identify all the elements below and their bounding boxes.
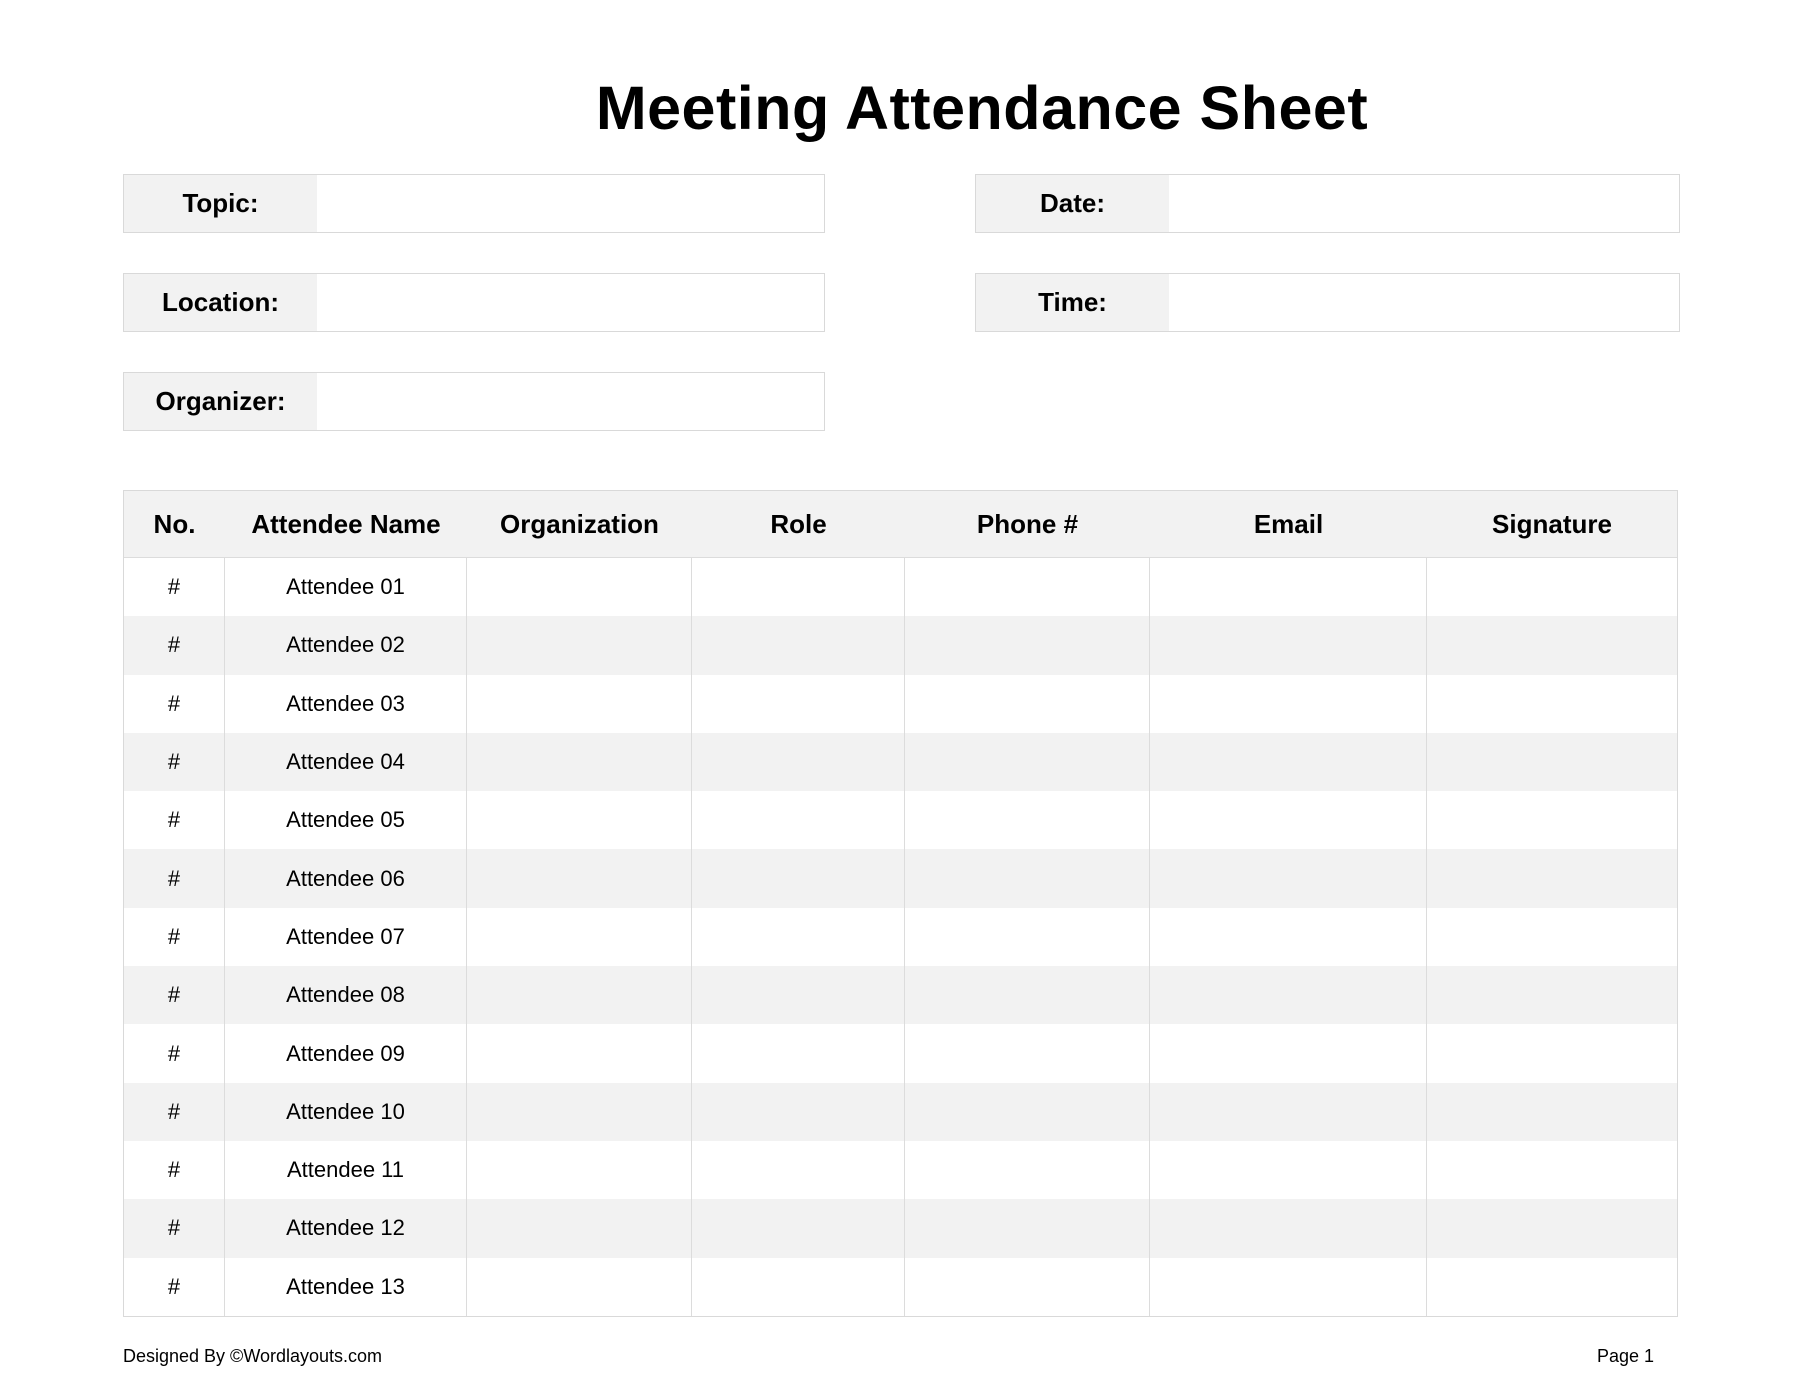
cell-email[interactable] (1150, 908, 1427, 966)
cell-attendee-name: Attendee 10 (225, 1083, 467, 1141)
cell-email[interactable] (1150, 1083, 1427, 1141)
cell-phone[interactable] (905, 791, 1150, 849)
location-label: Location: (124, 274, 317, 331)
cell-email[interactable] (1150, 1258, 1427, 1316)
cell-attendee-name: Attendee 04 (225, 733, 467, 791)
cell-signature[interactable] (1427, 733, 1677, 791)
table-row (124, 675, 1677, 733)
organizer-label: Organizer: (124, 373, 317, 430)
cell-role[interactable] (692, 675, 905, 733)
cell-no: # (124, 966, 225, 1024)
cell-email[interactable] (1150, 1141, 1427, 1199)
cell-no: # (124, 791, 225, 849)
cell-no: # (124, 849, 225, 907)
cell-no: # (124, 1083, 225, 1141)
cell-organization[interactable] (467, 675, 692, 733)
table-row (124, 1024, 1677, 1082)
cell-phone[interactable] (905, 1199, 1150, 1257)
cell-signature[interactable] (1427, 1024, 1677, 1082)
cell-no: # (124, 908, 225, 966)
cell-organization[interactable] (467, 1141, 692, 1199)
cell-signature[interactable] (1427, 1083, 1677, 1141)
time-label: Time: (976, 274, 1169, 331)
cell-phone[interactable] (905, 1141, 1150, 1199)
cell-email[interactable] (1150, 849, 1427, 907)
cell-phone[interactable] (905, 1024, 1150, 1082)
cell-phone[interactable] (905, 849, 1150, 907)
cell-organization[interactable] (467, 558, 692, 616)
cell-role[interactable] (692, 908, 905, 966)
cell-phone[interactable] (905, 558, 1150, 616)
header-role: Role (770, 508, 827, 539)
header-attendee-name: Attendee Name (251, 508, 441, 539)
topic-field (123, 174, 825, 233)
table-row (124, 908, 1677, 966)
cell-email[interactable] (1150, 733, 1427, 791)
cell-attendee-name: Attendee 11 (225, 1141, 467, 1199)
cell-no: # (124, 558, 225, 616)
cell-phone[interactable] (905, 966, 1150, 1024)
cell-attendee-name: Attendee 02 (225, 616, 467, 674)
cell-phone[interactable] (905, 616, 1150, 674)
cell-signature[interactable] (1427, 616, 1677, 674)
date-field (975, 174, 1680, 233)
table-row (124, 733, 1677, 791)
cell-attendee-name: Attendee 07 (225, 908, 467, 966)
table-row (124, 966, 1677, 1024)
date-label: Date: (976, 175, 1169, 232)
cell-phone[interactable] (905, 1258, 1150, 1316)
cell-organization[interactable] (467, 1199, 692, 1257)
cell-signature[interactable] (1427, 966, 1677, 1024)
time-field (975, 273, 1680, 332)
cell-no: # (124, 733, 225, 791)
cell-attendee-name: Attendee 03 (225, 675, 467, 733)
header-email: Email (1253, 508, 1324, 539)
cell-role[interactable] (692, 849, 905, 907)
cell-organization[interactable] (467, 849, 692, 907)
cell-organization[interactable] (467, 1083, 692, 1141)
cell-signature[interactable] (1427, 1199, 1677, 1257)
cell-organization[interactable] (467, 1024, 692, 1082)
cell-attendee-name: Attendee 05 (225, 791, 467, 849)
cell-organization[interactable] (467, 616, 692, 674)
cell-attendee-name: Attendee 12 (225, 1199, 467, 1257)
date-input[interactable] (1169, 175, 1679, 232)
cell-phone[interactable] (905, 908, 1150, 966)
header-phone: Phone # (976, 508, 1079, 539)
topic-input[interactable] (317, 175, 824, 232)
header-no: No. (153, 508, 196, 539)
cell-organization[interactable] (467, 908, 692, 966)
cell-role[interactable] (692, 733, 905, 791)
cell-role[interactable] (692, 791, 905, 849)
header-organization: Organization (500, 508, 659, 539)
cell-role[interactable] (692, 616, 905, 674)
cell-no: # (124, 1199, 225, 1257)
cell-role[interactable] (692, 1141, 905, 1199)
cell-no: # (124, 1141, 225, 1199)
cell-email[interactable] (1150, 1199, 1427, 1257)
table-row (124, 558, 1677, 616)
page-title: Meeting Attendance Sheet (595, 74, 1369, 142)
cell-role[interactable] (692, 966, 905, 1024)
cell-email[interactable] (1150, 616, 1427, 674)
cell-email[interactable] (1150, 675, 1427, 733)
cell-signature[interactable] (1427, 791, 1677, 849)
cell-phone[interactable] (905, 1083, 1150, 1141)
cell-role[interactable] (692, 1083, 905, 1141)
time-input[interactable] (1169, 274, 1679, 331)
cell-signature[interactable] (1427, 1141, 1677, 1199)
cell-attendee-name: Attendee 08 (225, 966, 467, 1024)
cell-email[interactable] (1150, 1024, 1427, 1082)
cell-email[interactable] (1150, 558, 1427, 616)
cell-attendee-name: Attendee 01 (225, 558, 467, 616)
cell-role[interactable] (692, 1199, 905, 1257)
cell-role[interactable] (692, 1024, 905, 1082)
cell-role[interactable] (692, 558, 905, 616)
cell-organization[interactable] (467, 966, 692, 1024)
topic-label: Topic: (124, 175, 317, 232)
cell-no: # (124, 1024, 225, 1082)
table-body (124, 558, 1677, 1316)
cell-signature[interactable] (1427, 675, 1677, 733)
table-header (124, 491, 1677, 558)
cell-no: # (124, 616, 225, 674)
cell-signature[interactable] (1427, 558, 1677, 616)
cell-no: # (124, 675, 225, 733)
table-row (124, 1141, 1677, 1199)
table-row (124, 616, 1677, 674)
cell-phone[interactable] (905, 675, 1150, 733)
table-row (124, 849, 1677, 907)
cell-organization[interactable] (467, 733, 692, 791)
cell-signature[interactable] (1427, 908, 1677, 966)
cell-role[interactable] (692, 1258, 905, 1316)
cell-organization[interactable] (467, 1258, 692, 1316)
organizer-input[interactable] (317, 373, 824, 430)
footer-credit: Designed By ©Wordlayouts.com (123, 1346, 383, 1366)
cell-attendee-name: Attendee 06 (225, 849, 467, 907)
cell-signature[interactable] (1427, 849, 1677, 907)
page-number: Page 1 (1597, 1346, 1655, 1366)
cell-attendee-name: Attendee 09 (225, 1024, 467, 1082)
attendance-table (123, 490, 1678, 1317)
cell-email[interactable] (1150, 791, 1427, 849)
table-row (124, 791, 1677, 849)
location-input[interactable] (317, 274, 824, 331)
cell-no: # (124, 1258, 225, 1316)
organizer-field (123, 372, 825, 431)
location-field (123, 273, 825, 332)
table-row (124, 1258, 1677, 1316)
cell-email[interactable] (1150, 966, 1427, 1024)
cell-phone[interactable] (905, 733, 1150, 791)
cell-attendee-name: Attendee 13 (225, 1258, 467, 1316)
cell-signature[interactable] (1427, 1258, 1677, 1316)
header-signature: Signature (1492, 508, 1612, 539)
table-row (124, 1083, 1677, 1141)
cell-organization[interactable] (467, 791, 692, 849)
table-row (124, 1199, 1677, 1257)
